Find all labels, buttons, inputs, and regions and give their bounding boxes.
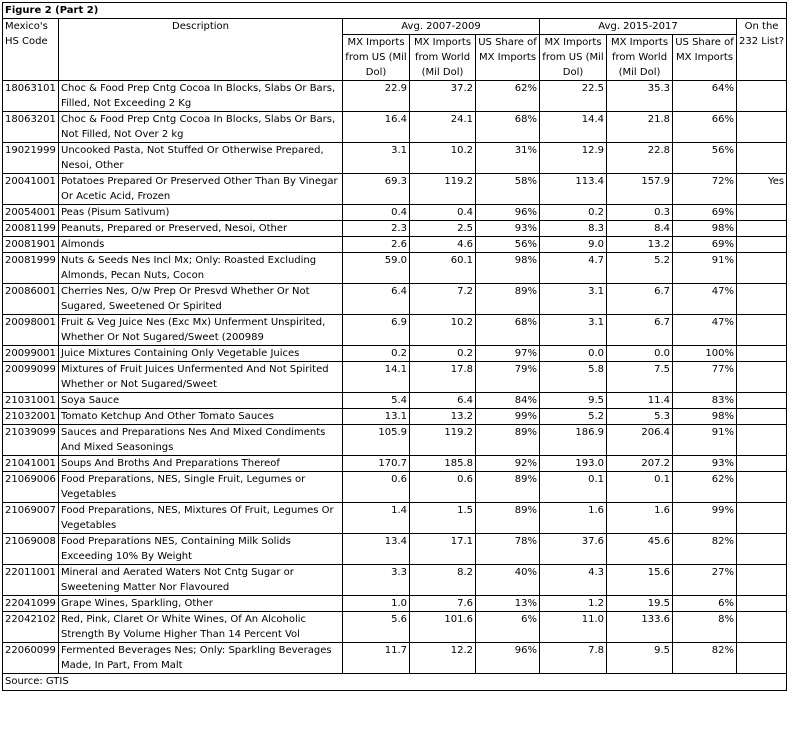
description-cell: Choc & Food Prep Cntg Cocoa In Blocks, Slabs Or Bars, Not Filled, Not Over 2 kg [59, 112, 343, 143]
mx-imports-world-2015-cell: 45.6 [607, 534, 673, 565]
mx-imports-us-2015-cell: 37.6 [540, 534, 607, 565]
header-period-2007-2009: Avg. 2007-2009 [343, 19, 540, 35]
table-row [3, 205, 787, 221]
header-description: Description [59, 19, 343, 81]
on-232-list-cell [737, 456, 787, 472]
on-232-list-cell [737, 284, 787, 315]
mx-imports-us-2015-cell: 4.7 [540, 253, 607, 284]
hs-code-cell: 20081199 [3, 221, 59, 237]
data-table [2, 2, 787, 691]
mx-imports-world-2015-cell: 206.4 [607, 425, 673, 456]
description-cell: Food Preparations, NES, Mixtures Of Fruit, Legumes Or Vegetables [59, 503, 343, 534]
mx-imports-us-2015-cell: 113.4 [540, 174, 607, 205]
mx-imports-us-2007-cell: 11.7 [343, 643, 410, 674]
hs-code-cell: 20081901 [3, 237, 59, 253]
us-share-2015-cell: 47% [673, 315, 737, 346]
on-232-list-cell [737, 112, 787, 143]
mx-imports-world-2007-cell: 37.2 [410, 81, 476, 112]
mx-imports-world-2007-cell: 0.2 [410, 346, 476, 362]
on-232-list-cell [737, 221, 787, 237]
us-share-2015-cell: 27% [673, 565, 737, 596]
mx-imports-us-2007-cell: 5.4 [343, 393, 410, 409]
us-share-2007-cell: 99% [476, 409, 540, 425]
description-cell: Mixtures of Fruit Juices Unfermented And Not Spirited Whether or Not Sugared/Sweet [59, 362, 343, 393]
on-232-list-cell [737, 503, 787, 534]
mx-imports-us-2007-cell: 1.4 [343, 503, 410, 534]
description-cell: Nuts & Seeds Nes Incl Mx; Only: Roasted Excluding Almonds, Pecan Nuts, Cocon [59, 253, 343, 284]
table-wrapper [2, 2, 787, 691]
us-share-2015-cell: 69% [673, 237, 737, 253]
mx-imports-world-2007-cell: 8.2 [410, 565, 476, 596]
us-share-2007-cell: 84% [476, 393, 540, 409]
figure-title: Figure 2 (Part 2) [3, 3, 787, 19]
mx-imports-us-2015-cell: 0.1 [540, 472, 607, 503]
table-row [3, 565, 787, 596]
us-share-2007-cell: 79% [476, 362, 540, 393]
header-on-232-list: On the 232 List? [737, 19, 787, 81]
description-cell: Fermented Beverages Nes; Only: Sparkling Beverages Made, In Part, From Malt [59, 643, 343, 674]
description-cell: Uncooked Pasta, Not Stuffed Or Otherwise Prepared, Nesoi, Other [59, 143, 343, 174]
mx-imports-world-2007-cell: 1.5 [410, 503, 476, 534]
us-share-2015-cell: 83% [673, 393, 737, 409]
hs-code-cell: 21041001 [3, 456, 59, 472]
mx-imports-us-2015-cell: 0.2 [540, 205, 607, 221]
mx-imports-world-2015-cell: 8.4 [607, 221, 673, 237]
us-share-2007-cell: 68% [476, 112, 540, 143]
mx-imports-us-2015-cell: 4.3 [540, 565, 607, 596]
us-share-2015-cell: 99% [673, 503, 737, 534]
us-share-2015-cell: 8% [673, 612, 737, 643]
mx-imports-world-2015-cell: 0.3 [607, 205, 673, 221]
description-cell: Fruit & Veg Juice Nes (Exc Mx) Unferment Unspirited, Whether Or Not Sugared/Sweet (200989 [59, 315, 343, 346]
on-232-list-cell [737, 472, 787, 503]
us-share-2007-cell: 13% [476, 596, 540, 612]
on-232-list-cell [737, 534, 787, 565]
mx-imports-world-2015-cell: 35.3 [607, 81, 673, 112]
mx-imports-world-2007-cell: 119.2 [410, 425, 476, 456]
mx-imports-world-2015-cell: 6.7 [607, 315, 673, 346]
hs-code-cell: 22060099 [3, 643, 59, 674]
header-mx-imports-world-1: MX Imports from World (Mil Dol) [410, 35, 476, 81]
mx-imports-us-2007-cell: 69.3 [343, 174, 410, 205]
us-share-2007-cell: 96% [476, 205, 540, 221]
source-note: Source: GTIS [3, 674, 787, 691]
us-share-2015-cell: 82% [673, 534, 737, 565]
hs-code-cell: 19021999 [3, 143, 59, 174]
us-share-2015-cell: 98% [673, 409, 737, 425]
mx-imports-us-2007-cell: 0.4 [343, 205, 410, 221]
description-cell: Potatoes Prepared Or Preserved Other Than By Vinegar Or Acetic Acid, Frozen [59, 174, 343, 205]
mx-imports-us-2015-cell: 14.4 [540, 112, 607, 143]
mx-imports-world-2015-cell: 9.5 [607, 643, 673, 674]
us-share-2007-cell: 96% [476, 643, 540, 674]
mx-imports-world-2015-cell: 1.6 [607, 503, 673, 534]
table-row [3, 425, 787, 456]
mx-imports-us-2007-cell: 6.9 [343, 315, 410, 346]
mx-imports-world-2015-cell: 0.0 [607, 346, 673, 362]
mx-imports-world-2007-cell: 0.6 [410, 472, 476, 503]
header-mx-imports-us-1: MX Imports from US (Mil Dol) [343, 35, 410, 81]
mx-imports-us-2015-cell: 11.0 [540, 612, 607, 643]
mx-imports-us-2007-cell: 0.2 [343, 346, 410, 362]
hs-code-cell: 20054001 [3, 205, 59, 221]
us-share-2007-cell: 89% [476, 425, 540, 456]
table-row [3, 393, 787, 409]
mx-imports-world-2015-cell: 15.6 [607, 565, 673, 596]
mx-imports-us-2007-cell: 13.1 [343, 409, 410, 425]
mx-imports-world-2015-cell: 133.6 [607, 612, 673, 643]
mx-imports-world-2007-cell: 0.4 [410, 205, 476, 221]
us-share-2015-cell: 82% [673, 643, 737, 674]
description-cell: Almonds [59, 237, 343, 253]
mx-imports-us-2007-cell: 59.0 [343, 253, 410, 284]
mx-imports-world-2007-cell: 24.1 [410, 112, 476, 143]
mx-imports-world-2007-cell: 60.1 [410, 253, 476, 284]
mx-imports-world-2015-cell: 7.5 [607, 362, 673, 393]
mx-imports-us-2015-cell: 3.1 [540, 315, 607, 346]
us-share-2015-cell: 93% [673, 456, 737, 472]
table-row [3, 346, 787, 362]
table-row [3, 409, 787, 425]
us-share-2007-cell: 89% [476, 472, 540, 503]
hs-code-cell: 18063101 [3, 81, 59, 112]
mx-imports-world-2015-cell: 5.3 [607, 409, 673, 425]
mx-imports-us-2007-cell: 3.1 [343, 143, 410, 174]
mx-imports-us-2007-cell: 0.6 [343, 472, 410, 503]
mx-imports-world-2007-cell: 17.8 [410, 362, 476, 393]
mx-imports-us-2007-cell: 6.4 [343, 284, 410, 315]
us-share-2007-cell: 56% [476, 237, 540, 253]
mx-imports-world-2007-cell: 7.6 [410, 596, 476, 612]
us-share-2007-cell: 58% [476, 174, 540, 205]
hs-code-cell: 21069008 [3, 534, 59, 565]
hs-code-cell: 21069006 [3, 472, 59, 503]
mx-imports-us-2015-cell: 0.0 [540, 346, 607, 362]
description-cell: Peas (Pisum Sativum) [59, 205, 343, 221]
us-share-2007-cell: 92% [476, 456, 540, 472]
description-cell: Juice Mixtures Containing Only Vegetable Juices [59, 346, 343, 362]
mx-imports-us-2015-cell: 5.2 [540, 409, 607, 425]
mx-imports-world-2007-cell: 10.2 [410, 143, 476, 174]
us-share-2007-cell: 78% [476, 534, 540, 565]
hs-code-cell: 20098001 [3, 315, 59, 346]
on-232-list-cell [737, 237, 787, 253]
mx-imports-world-2015-cell: 22.8 [607, 143, 673, 174]
mx-imports-world-2007-cell: 4.6 [410, 237, 476, 253]
us-share-2007-cell: 89% [476, 284, 540, 315]
description-cell: Food Preparations NES, Containing Milk Solids Exceeding 10% By Weight [59, 534, 343, 565]
table-row [3, 643, 787, 674]
mx-imports-world-2007-cell: 13.2 [410, 409, 476, 425]
mx-imports-us-2007-cell: 1.0 [343, 596, 410, 612]
on-232-list-cell [737, 362, 787, 393]
mx-imports-world-2007-cell: 101.6 [410, 612, 476, 643]
on-232-list-cell [737, 643, 787, 674]
mx-imports-us-2007-cell: 13.4 [343, 534, 410, 565]
mx-imports-us-2007-cell: 3.3 [343, 565, 410, 596]
header-us-share-2: US Share of MX Imports [673, 35, 737, 81]
on-232-list-cell [737, 205, 787, 221]
table-row [3, 534, 787, 565]
us-share-2015-cell: 100% [673, 346, 737, 362]
us-share-2007-cell: 62% [476, 81, 540, 112]
description-cell: Soups And Broths And Preparations Thereof [59, 456, 343, 472]
mx-imports-world-2015-cell: 13.2 [607, 237, 673, 253]
hs-code-cell: 22041099 [3, 596, 59, 612]
table-row [3, 221, 787, 237]
hs-code-cell: 18063201 [3, 112, 59, 143]
table-row [3, 315, 787, 346]
header-period-2015-2017: Avg. 2015-2017 [540, 19, 737, 35]
mx-imports-us-2007-cell: 16.4 [343, 112, 410, 143]
hs-code-cell: 20099099 [3, 362, 59, 393]
us-share-2007-cell: 93% [476, 221, 540, 237]
on-232-list-cell [737, 565, 787, 596]
us-share-2007-cell: 40% [476, 565, 540, 596]
on-232-list-cell [737, 253, 787, 284]
mx-imports-world-2015-cell: 207.2 [607, 456, 673, 472]
mx-imports-us-2015-cell: 22.5 [540, 81, 607, 112]
mx-imports-us-2015-cell: 12.9 [540, 143, 607, 174]
description-cell: Cherries Nes, O/w Prep Or Presvd Whether Or Not Sugared, Sweetened Or Spirited [59, 284, 343, 315]
us-share-2015-cell: 64% [673, 81, 737, 112]
on-232-list-cell [737, 612, 787, 643]
mx-imports-us-2007-cell: 22.9 [343, 81, 410, 112]
mx-imports-world-2007-cell: 119.2 [410, 174, 476, 205]
description-cell: Mineral and Aerated Waters Not Cntg Sugar or Sweetening Matter Nor Flavoured [59, 565, 343, 596]
table-row [3, 174, 787, 205]
hs-code-cell: 21031001 [3, 393, 59, 409]
header-us-share-1: US Share of MX Imports [476, 35, 540, 81]
description-cell: Sauces and Preparations Nes And Mixed Condiments And Mixed Seasonings [59, 425, 343, 456]
mx-imports-us-2015-cell: 5.8 [540, 362, 607, 393]
mx-imports-world-2015-cell: 0.1 [607, 472, 673, 503]
table-row [3, 456, 787, 472]
description-cell: Food Preparations, NES, Single Fruit, Legumes or Vegetables [59, 472, 343, 503]
mx-imports-us-2007-cell: 5.6 [343, 612, 410, 643]
on-232-list-cell [737, 81, 787, 112]
us-share-2015-cell: 69% [673, 205, 737, 221]
us-share-2007-cell: 97% [476, 346, 540, 362]
hs-code-cell: 22042102 [3, 612, 59, 643]
us-share-2007-cell: 68% [476, 315, 540, 346]
mx-imports-us-2015-cell: 7.8 [540, 643, 607, 674]
mx-imports-us-2015-cell: 3.1 [540, 284, 607, 315]
on-232-list-cell [737, 409, 787, 425]
us-share-2015-cell: 56% [673, 143, 737, 174]
on-232-list-cell [737, 346, 787, 362]
on-232-list-cell [737, 143, 787, 174]
hs-code-cell: 20041001 [3, 174, 59, 205]
us-share-2015-cell: 91% [673, 253, 737, 284]
table-row [3, 143, 787, 174]
table-row [3, 81, 787, 112]
table-row [3, 237, 787, 253]
mx-imports-us-2015-cell: 193.0 [540, 456, 607, 472]
mx-imports-world-2015-cell: 19.5 [607, 596, 673, 612]
mx-imports-world-2007-cell: 7.2 [410, 284, 476, 315]
mx-imports-world-2007-cell: 17.1 [410, 534, 476, 565]
mx-imports-us-2007-cell: 105.9 [343, 425, 410, 456]
hs-code-cell: 21039099 [3, 425, 59, 456]
header-hs-code: Mexico's HS Code [3, 19, 59, 81]
description-cell: Peanuts, Prepared or Preserved, Nesoi, Other [59, 221, 343, 237]
on-232-list-cell: Yes [737, 174, 787, 205]
on-232-list-cell [737, 425, 787, 456]
hs-code-cell: 22011001 [3, 565, 59, 596]
mx-imports-world-2015-cell: 11.4 [607, 393, 673, 409]
table-row [3, 284, 787, 315]
table-row [3, 503, 787, 534]
mx-imports-world-2007-cell: 10.2 [410, 315, 476, 346]
mx-imports-us-2015-cell: 186.9 [540, 425, 607, 456]
us-share-2015-cell: 62% [673, 472, 737, 503]
table-row [3, 596, 787, 612]
description-cell: Grape Wines, Sparkling, Other [59, 596, 343, 612]
table-row [3, 362, 787, 393]
us-share-2007-cell: 31% [476, 143, 540, 174]
us-share-2015-cell: 98% [673, 221, 737, 237]
us-share-2015-cell: 77% [673, 362, 737, 393]
on-232-list-cell [737, 315, 787, 346]
on-232-list-cell [737, 596, 787, 612]
us-share-2015-cell: 66% [673, 112, 737, 143]
table-row [3, 253, 787, 284]
mx-imports-us-2015-cell: 9.0 [540, 237, 607, 253]
mx-imports-us-2007-cell: 2.3 [343, 221, 410, 237]
table-row [3, 612, 787, 643]
mx-imports-world-2007-cell: 2.5 [410, 221, 476, 237]
table-row [3, 112, 787, 143]
mx-imports-world-2015-cell: 157.9 [607, 174, 673, 205]
header-mx-imports-us-2: MX Imports from US (Mil Dol) [540, 35, 607, 81]
mx-imports-us-2007-cell: 2.6 [343, 237, 410, 253]
mx-imports-us-2007-cell: 14.1 [343, 362, 410, 393]
mx-imports-world-2015-cell: 6.7 [607, 284, 673, 315]
mx-imports-world-2015-cell: 21.8 [607, 112, 673, 143]
mx-imports-us-2015-cell: 1.6 [540, 503, 607, 534]
description-cell: Tomato Ketchup And Other Tomato Sauces [59, 409, 343, 425]
mx-imports-world-2015-cell: 5.2 [607, 253, 673, 284]
hs-code-cell: 20086001 [3, 284, 59, 315]
on-232-list-cell [737, 393, 787, 409]
us-share-2007-cell: 6% [476, 612, 540, 643]
mx-imports-us-2015-cell: 8.3 [540, 221, 607, 237]
hs-code-cell: 20099001 [3, 346, 59, 362]
description-cell: Red, Pink, Claret Or White Wines, Of An Alcoholic Strength By Volume Higher Than 14 Percent Vol [59, 612, 343, 643]
us-share-2007-cell: 98% [476, 253, 540, 284]
us-share-2015-cell: 47% [673, 284, 737, 315]
us-share-2015-cell: 72% [673, 174, 737, 205]
mx-imports-world-2007-cell: 185.8 [410, 456, 476, 472]
hs-code-cell: 20081999 [3, 253, 59, 284]
mx-imports-us-2015-cell: 1.2 [540, 596, 607, 612]
hs-code-cell: 21032001 [3, 409, 59, 425]
mx-imports-us-2007-cell: 170.7 [343, 456, 410, 472]
mx-imports-world-2007-cell: 12.2 [410, 643, 476, 674]
us-share-2007-cell: 89% [476, 503, 540, 534]
header-mx-imports-world-2: MX Imports from World (Mil Dol) [607, 35, 673, 81]
table-row [3, 472, 787, 503]
mx-imports-world-2007-cell: 6.4 [410, 393, 476, 409]
description-cell: Choc & Food Prep Cntg Cocoa In Blocks, Slabs Or Bars, Filled, Not Exceeding 2 Kg [59, 81, 343, 112]
us-share-2015-cell: 6% [673, 596, 737, 612]
hs-code-cell: 21069007 [3, 503, 59, 534]
table-body [3, 81, 787, 674]
us-share-2015-cell: 91% [673, 425, 737, 456]
mx-imports-us-2015-cell: 9.5 [540, 393, 607, 409]
description-cell: Soya Sauce [59, 393, 343, 409]
